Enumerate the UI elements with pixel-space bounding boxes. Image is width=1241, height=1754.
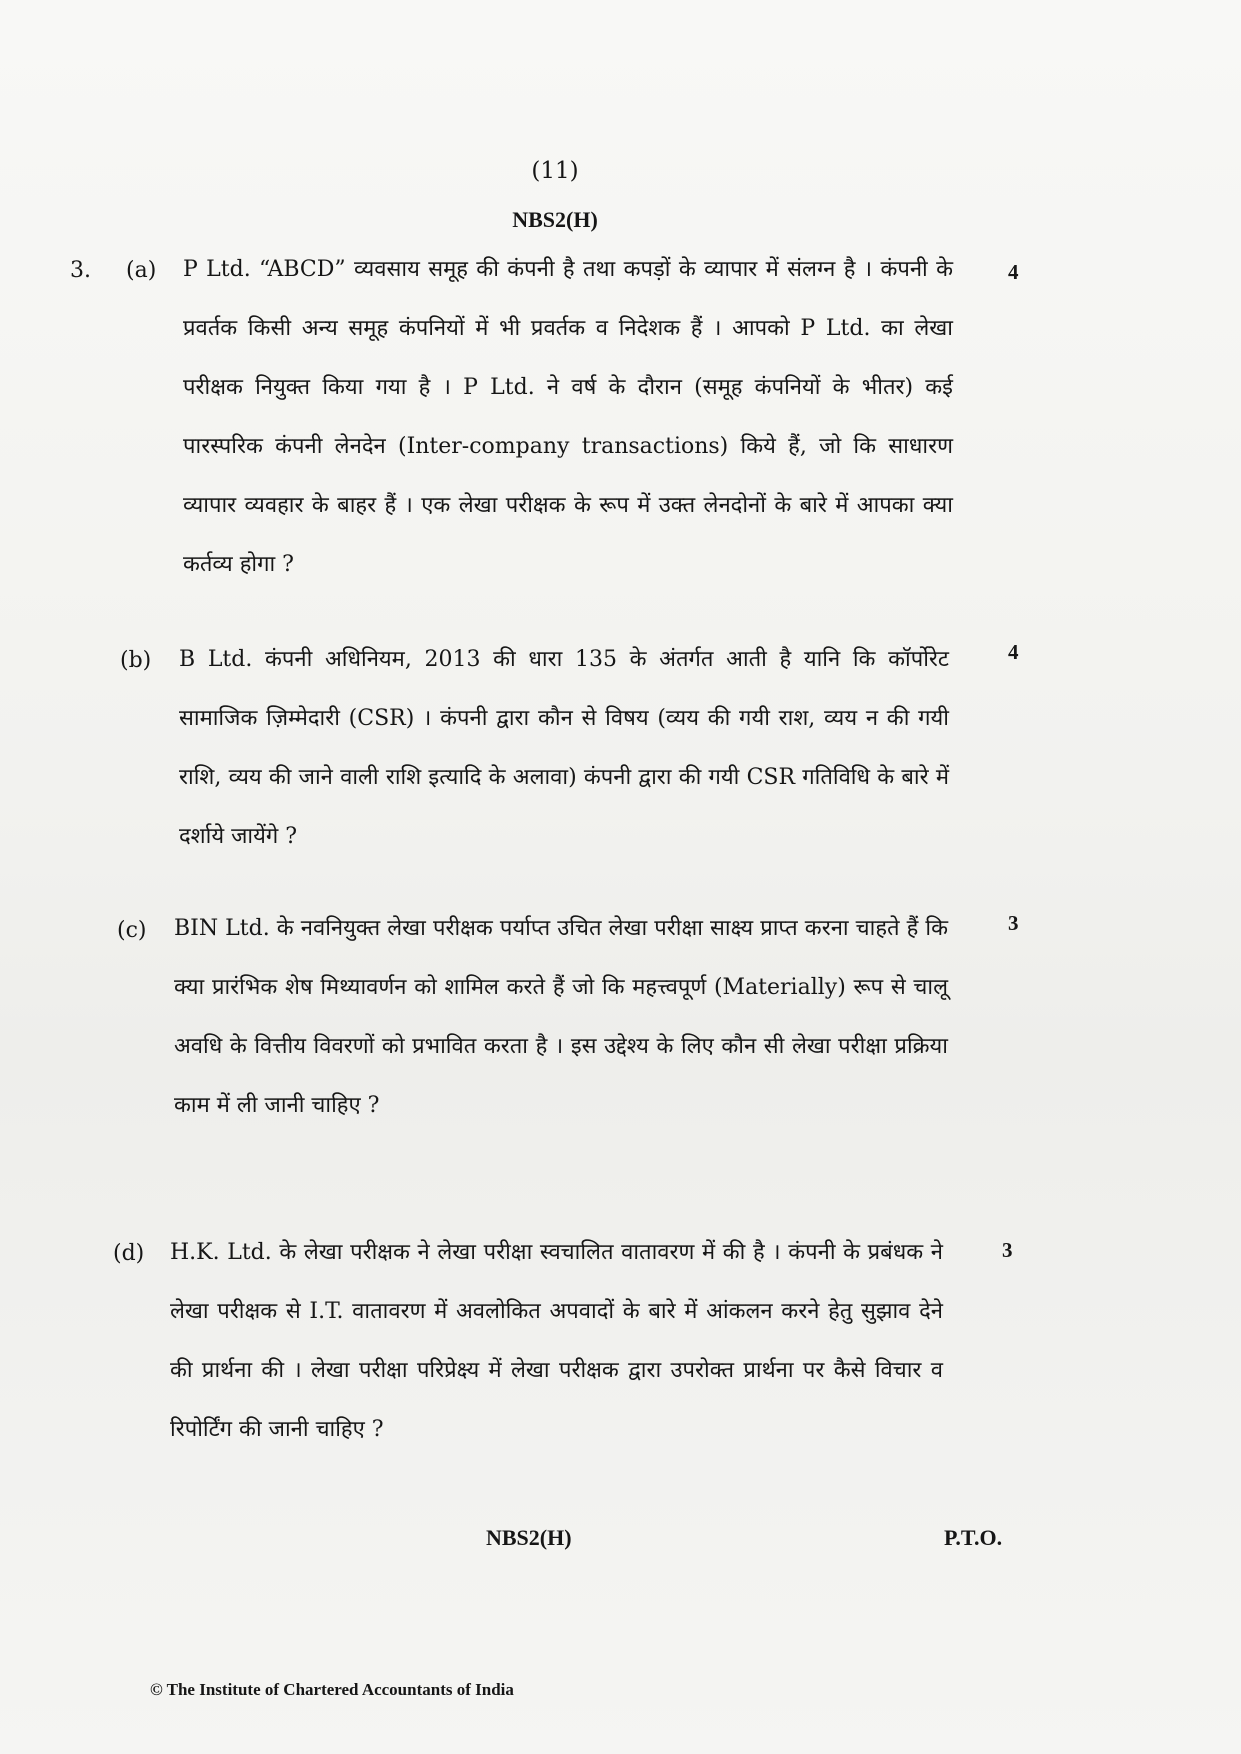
part-label: (b) [120,648,152,673]
part-marks: 4 [1008,260,1019,284]
part-text: BIN Ltd. के नवनियुक्त लेखा परीक्षक पर्याप्त उचित लेखा परीक्षा साक्ष्य प्राप्त करना चाहते हैं कि क्या प्रारंभिक शेष मिथ्यावर्णन को शामिल करते हैं जो कि महत्त्वपूर्ण (Materially) रूप से चालू अवधि के वित्तीय विवरणों को प्रभावित करता है । इस उद्देश्य के लिए कौन सी लेखा परीक्षा प्रक्रिया काम में ली जानी चाहिए ? [174,916,948,1118]
part-marks: 4 [1008,640,1019,664]
part-text: P Ltd. “ABCD” व्यवसाय समूह की कंपनी है तथा कपड़ों के व्यापार में संलग्न है । कंपनी के प्रवर्तक किसी अन्य समूह कंपनियों में भी प्रवर्तक व निदेशक हैं । आपको P Ltd. का लेखा परीक्षक नियुक्त किया गया है । P Ltd. ने वर्ष के दौरान (समूह कंपनियों के भीतर) कई पारस्परिक कंपनी लेनदेन (Inter-company transactions) किये हैं, जो कि साधारण व्यापार व्यवहार के बाहर हैं । एक लेखा परीक्षक के रूप में उक्त लेनदोनों के बारे में आपका क्या कर्तव्य होगा ? [183,257,953,577]
paper-code-footer: NBS2(H) [486,1525,572,1550]
part-label: (a) [126,258,157,283]
page-number: (11) [531,158,579,184]
question-number: 3. [70,258,91,283]
part-label: (d) [113,1241,145,1266]
paper-code-header: NBS2(H) [512,207,598,232]
part-text: B Ltd. कंपनी अधिनियम, 2013 की धारा 135 के अंतर्गत आती है यानि कि कॉर्पोरेट सामाजिक ज़िम्मेदारी (CSR) । कंपनी द्वारा कौन से विषय (व्यय की गयी राश, व्यय न की गयी राशि, व्यय की जाने वाली राशि इत्यादि के अलावा) कंपनी द्वारा की गयी CSR गतिविधि के बारे में दर्शाये जायेंगे ? [179,647,949,849]
please-turn-over: P.T.O. [944,1525,1003,1550]
part-marks: 3 [1008,911,1019,935]
copyright-notice: © The Institute of Chartered Accountants of India [150,1680,514,1699]
part-label: (c) [117,918,147,943]
part-marks: 3 [1002,1238,1013,1262]
part-text: H.K. Ltd. के लेखा परीक्षक ने लेखा परीक्षा स्वचालित वातावरण में की है । कंपनी के प्रबंधक ने लेखा परीक्षक से I.T. वातावरण में अवलोकित अपवादों के बारे में आंकलन करने हेतु सुझाव देने की प्रार्थना की । लेखा परीक्षा परिप्रेक्ष्य में लेखा परीक्षक द्वारा उपरोक्त प्रार्थना पर कैसे विचार व रिपोर्टिंग की जानी चाहिए ? [170,1240,943,1442]
